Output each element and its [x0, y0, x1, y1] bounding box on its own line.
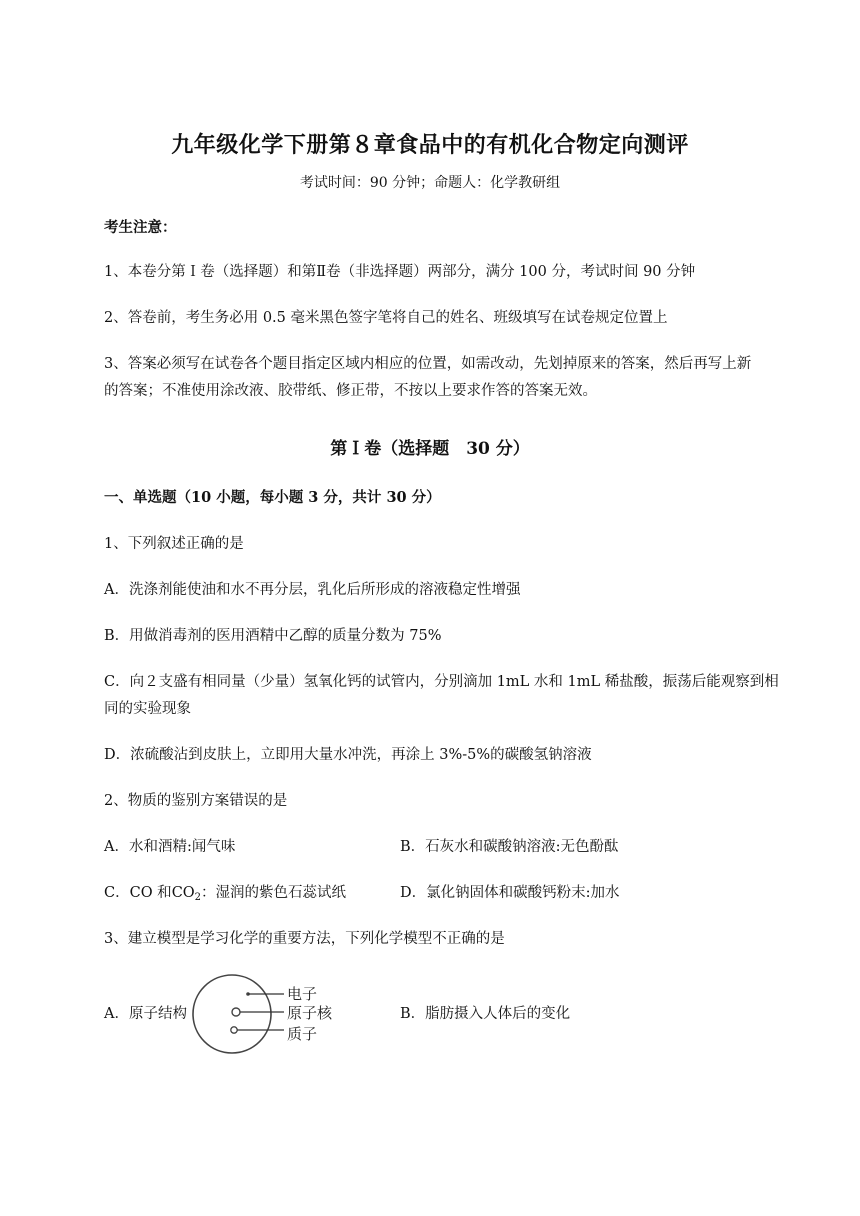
notice-item-3-cont: 的答案；不准使用涂改液、胶带纸、修正带，不按以上要求作答的答案无效。	[104, 383, 597, 399]
inner-particle-circle	[231, 1027, 237, 1033]
nucleus-circle	[232, 1008, 240, 1016]
label-proton: 质子	[287, 1025, 318, 1043]
notice-item-2: 2、答卷前，考生务必用 0.5 毫米黑色签字笔将自己的姓名、班级填写在试卷规定位置上	[104, 310, 668, 326]
notice-heading: 考生注意：	[104, 219, 177, 236]
q2-option-c	[104, 883, 346, 903]
label-nucleus: 原子核	[287, 1004, 333, 1022]
q1-option-c-cont: 同的实验现象	[104, 701, 191, 717]
exam-info: 考试时间：90 分钟；命题人：化学教研组	[299, 175, 561, 191]
q2-option-b: B．石灰水和碳酸钠溶液:无色酚酞	[400, 839, 619, 855]
q2-option-d: D．氯化钠固体和碳酸钙粉末:加水	[400, 885, 620, 901]
q1-option-c: C．向２支盛有相同量（少量）氢氧化钙的试管内，分别滴加 1mL 水和 1mL 稀盐酸，振荡后能观察到相	[104, 674, 779, 690]
q3-option-b: B．脂肪摄入人体后的变化	[400, 1006, 571, 1022]
part1-heading: 一、单选题（10 小题，每小题 3 分，共计 30 分）	[104, 489, 441, 506]
notice-item-3: 3、答案必须写在试卷各个题目指定区域内相应的位置，如需改动，先划掉原来的答案，然后再写上新	[104, 356, 752, 372]
q2-option-c-suffix: ：湿润的紫色石蕊试纸	[201, 885, 347, 901]
label-electron: 电子	[287, 985, 318, 1003]
q1-option-d: D．浓硫酸沾到皮肤上，立即用大量水冲洗，再涂上 3%-5%的碳酸氢钠溶液	[104, 747, 592, 763]
q2-stem: 2、物质的鉴别方案错误的是	[104, 793, 288, 809]
q1-option-b: B．用做消毒剂的医用酒精中乙醇的质量分数为 75%	[104, 628, 442, 644]
q2-option-a: A．水和酒精:闻气味	[104, 839, 236, 855]
q3-option-a: A．原子结构	[104, 1006, 187, 1022]
q1-option-a: A．洗涤剂能使油和水不再分层，乳化后所形成的溶液稳定性增强	[104, 582, 521, 598]
notice-item-1: 1、本卷分第Ｉ卷（选择题）和第Ⅱ卷（非选择题）两部分，满分 100 分，考试时间 90 分钟	[104, 264, 696, 280]
atom-structure-diagram	[186, 972, 346, 1056]
co2-formula: $CO_2$	[171, 885, 202, 903]
page-title: 九年级化学下册第８章食品中的有机化合物定向测评	[171, 132, 689, 158]
q1-stem: 1、下列叙述正确的是	[104, 536, 244, 552]
q2-option-c-prefix: C．CO 和	[104, 885, 172, 901]
section-title: 第Ｉ卷（选择题 30 分）	[330, 439, 530, 459]
q3-stem: 3、建立模型是学习化学的重要方法，下列化学模型不正确的是	[104, 931, 505, 947]
